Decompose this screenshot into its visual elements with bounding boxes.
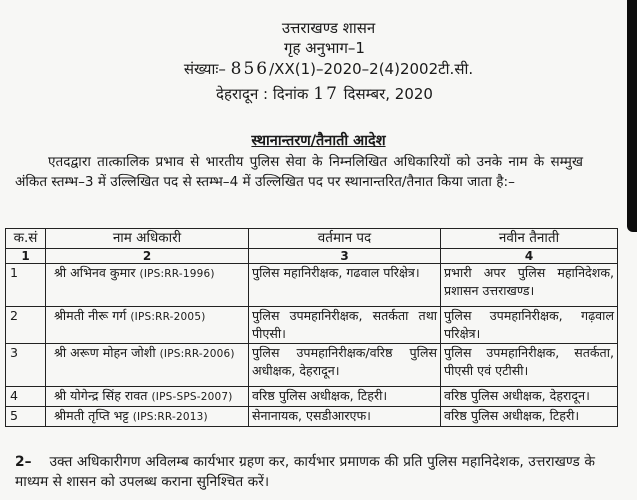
date-month-year: दिसम्बर, 2020 [343, 85, 433, 103]
service-batch: (IPS:RR-2013) [132, 411, 208, 423]
reference-label: संख्याः– [183, 60, 226, 78]
officer-name-cell [46, 344, 249, 387]
header-current-post: वर्तमान पद [249, 229, 441, 249]
place-date-label: देहरादून : दिनांक [216, 85, 309, 103]
officer-name-cell [46, 387, 249, 407]
serial-number: 4 [6, 387, 46, 407]
reference-number-handwritten: 856 [230, 59, 270, 79]
reference-suffix: /XX(1)–2020–2(4)2002टी.सी. [269, 60, 474, 78]
officer-name: श्री अभिनव कुमार [54, 265, 136, 280]
service-batch: (IPS:RR-1996) [139, 268, 215, 280]
current-post: पुलिस उपमहानिरीक्षक/वरिष्ठ पुलिस अधीक्षक, देहरादून। [249, 344, 441, 387]
column-number: 3 [249, 249, 441, 264]
table-row [6, 407, 618, 427]
new-posting: वरिष्ठ पुलिस अधीक्षक, टिहरी। [441, 407, 618, 427]
paragraph-number: 2– [15, 454, 32, 470]
current-post: पुलिस उपमहानिरीक्षक, सतर्कता तथा पीएसी। [249, 307, 441, 344]
new-posting: प्रभारी अपर पुलिस महानिदेशक, प्रशासन उत्तराखण्ड। [441, 264, 618, 307]
intro-paragraph: एतदद्वारा तात्कालिक प्रभाव से भारतीय पुलिस सेवा के निम्नलिखित अधिकारियों को उनके नाम के सम्मुख अंकित स्तम्भ–3 में उल्लिखित पद से स्तम्भ–4 में उल्लिखित पद पर स्थानान्तरित/तैनात किया जाता है:– [15, 154, 583, 190]
place-date-line [6, 84, 637, 104]
current-post: वरिष्ठ पुलिस अधीक्षक, टिहरी। [249, 387, 441, 407]
header-new-posting: नवीन तैनाती [441, 229, 618, 249]
officer-name-cell [46, 407, 249, 427]
column-number: 2 [46, 249, 249, 264]
header-serial: क.सं [6, 229, 46, 249]
service-batch: (IPS-SPS-2007) [151, 391, 233, 403]
date-day-handwritten: 17 [313, 84, 339, 104]
table-header-row [6, 229, 618, 249]
service-batch: (IPS:RR-2005) [130, 311, 206, 323]
serial-number: 2 [6, 307, 46, 344]
table-row [6, 387, 618, 407]
paragraph-2 [15, 452, 595, 492]
table-row [6, 307, 618, 344]
current-post: पुलिस महानिरीक्षक, गढवाल परिक्षेत्र। [249, 264, 441, 307]
table-row [6, 264, 618, 307]
officer-name-cell [46, 264, 249, 307]
officer-name: श्रीमती तृप्ति भट्ट [54, 408, 129, 423]
department-heading: गृह अनुभाग–1 [284, 39, 365, 57]
officer-name: श्री अरूण मोहन जोशी [54, 345, 156, 360]
officer-name-cell [46, 307, 249, 344]
reference-line [10, 59, 637, 79]
serial-number: 5 [6, 407, 46, 427]
header-officer-name: नाम अधिकारी [46, 229, 249, 249]
new-posting: पुलिस उपमहानिरीक्षक, गढ़वाल परिक्षेत्र। [441, 307, 618, 344]
column-number-row [6, 249, 618, 264]
officer-name: श्री योगेन्द्र सिंह रावत [54, 388, 148, 403]
serial-number: 3 [6, 344, 46, 387]
column-number: 4 [441, 249, 618, 264]
government-heading: उत्तराखण्ड शासन [281, 19, 376, 37]
column-number: 1 [6, 249, 46, 264]
new-posting: पुलिस उपमहानिरीक्षक, सतर्कता, पीएसी एवं एटीसी। [441, 344, 618, 387]
officer-name: श्रीमती नीरू गर्ग [54, 308, 127, 323]
serial-number: 1 [6, 264, 46, 307]
new-posting: वरिष्ठ पुलिस अधीक्षक, देहरादून। [441, 387, 618, 407]
table-row [6, 344, 618, 387]
paragraph-2-text: उक्त अधिकारीगण अविलम्ब कार्यभार ग्रहण कर, कार्यभार प्रमाणक की प्रति पुलिस महानिदेशक, उत्तराखण्ड के माध्यम से शासन को उपलब्ध कराना सुनिश्चित करें। [15, 454, 595, 490]
order-title: स्थानान्तरण/तैनाती आदेश [251, 133, 386, 149]
service-batch: (IPS:RR-2006) [159, 348, 235, 360]
transfer-table [5, 228, 618, 427]
current-post: सेनानायक, एसडीआरएफ। [249, 407, 441, 427]
